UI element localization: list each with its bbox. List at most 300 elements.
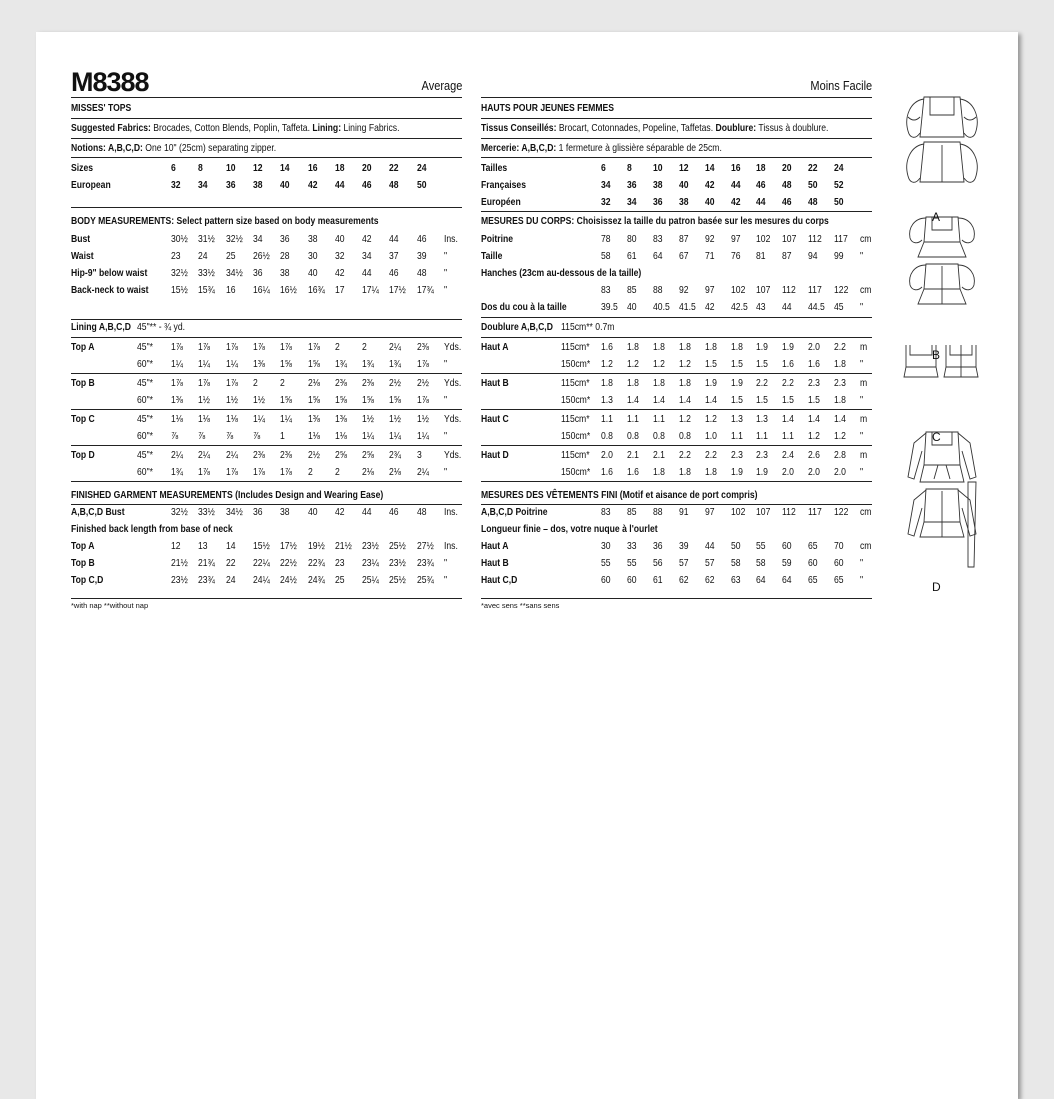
table-cell: 1⅛ <box>225 413 238 425</box>
view-a-illustration <box>907 97 977 182</box>
table-cell: 42 <box>334 506 345 518</box>
table-cell: 1.1 <box>782 430 795 442</box>
notions-fr: Mercerie: A,B,C,D: 1 fermeture à glissière séparable de 25cm. <box>481 142 722 154</box>
pattern-number: M8388 <box>71 67 149 97</box>
fabric-width: 150cm* <box>561 394 591 406</box>
table-cell: 34 <box>601 179 611 191</box>
table-cell: 1⅞ <box>198 341 211 353</box>
fabric-width: 45"* <box>137 341 153 353</box>
table-cell: 1.8 <box>704 341 717 353</box>
table-cell: 2 <box>362 341 367 353</box>
table-cell: 1.5 <box>782 394 795 406</box>
table-cell: 1.2 <box>704 413 717 425</box>
table-cell: 1⅞ <box>171 341 183 353</box>
view-b-label: B <box>932 348 941 362</box>
table-cell: 44 <box>362 267 372 279</box>
european-sizes-row <box>71 177 462 194</box>
table-cell: 2.3 <box>808 377 821 389</box>
table-cell: 50 <box>834 196 844 208</box>
unit: " <box>860 301 864 313</box>
table-cell: 1.1 <box>652 413 665 425</box>
table-cell: 64 <box>652 250 663 262</box>
unit: Yds. <box>444 413 462 425</box>
table-cell: 1⅝ <box>307 394 320 406</box>
rule <box>481 317 872 318</box>
table-cell: 46 <box>416 233 427 245</box>
unit: " <box>444 267 448 279</box>
table-cell: 1.2 <box>834 430 847 442</box>
rule <box>481 97 872 98</box>
table-cell: 1.5 <box>756 358 769 370</box>
body-measurement-row-fr <box>481 231 872 248</box>
table-cell: 16¼ <box>252 284 270 296</box>
table-cell: 112 <box>782 284 797 296</box>
row-label: Top A <box>71 341 95 353</box>
rule <box>481 481 872 482</box>
table-cell: 46 <box>782 196 792 208</box>
table-cell: 38 <box>678 196 689 208</box>
table-cell: 32 <box>171 179 181 191</box>
rule <box>71 481 462 482</box>
table-cell: 1.8 <box>601 377 613 389</box>
table-cell: 60 <box>782 540 792 552</box>
table-cell: 10 <box>225 162 236 174</box>
fabric-width: 60"* <box>137 358 153 370</box>
table-cell: 18 <box>334 162 345 174</box>
table-cell: 40 <box>626 301 637 313</box>
table-cell: 56 <box>652 557 663 569</box>
table-cell: 1.3 <box>730 413 743 425</box>
unit: " <box>860 250 864 262</box>
row-label: Tailles <box>481 162 508 174</box>
table-cell: 1.2 <box>626 358 639 370</box>
unit: m <box>860 341 868 353</box>
table-cell: 16¾ <box>307 284 325 296</box>
rule <box>481 373 872 374</box>
table-cell: 15¾ <box>198 284 216 296</box>
view-d-label: D <box>932 580 941 594</box>
unit: cm <box>860 284 872 296</box>
table-cell: 2⅜ <box>416 341 429 353</box>
table-cell: 76 <box>730 250 741 262</box>
row-label: Haut C,D <box>481 574 518 586</box>
table-cell: 81 <box>756 250 766 262</box>
table-cell: 32½ <box>171 267 188 279</box>
table-cell: 16 <box>730 162 741 174</box>
table-cell: 42 <box>704 301 715 313</box>
table-cell: 102 <box>730 506 745 518</box>
table-cell: 2⅝ <box>334 449 347 461</box>
table-cell: 41.5 <box>678 301 696 313</box>
table-cell: 17¼ <box>362 284 379 296</box>
fabric-width: 60"* <box>137 394 153 406</box>
fabric-width: 115cm* <box>561 413 590 425</box>
yardage-row <box>71 392 462 409</box>
table-cell: 1⅞ <box>280 341 293 353</box>
table-cell: 40 <box>704 196 715 208</box>
body-measurement-row <box>71 231 462 248</box>
unit: " <box>444 284 448 296</box>
table-cell: 2 <box>252 377 258 389</box>
table-cell: 2⅜ <box>334 377 347 389</box>
table-cell: 1.4 <box>678 394 691 406</box>
table-cell: 92 <box>704 233 715 245</box>
table-cell: 1.3 <box>756 413 769 425</box>
view-c-illustration <box>904 345 978 377</box>
table-cell: 25¼ <box>362 574 379 586</box>
table-cell: 62 <box>678 574 689 586</box>
table-cell: 107 <box>756 284 771 296</box>
table-cell: 17½ <box>280 540 297 552</box>
row-label: Taille <box>481 250 503 262</box>
table-cell: 42 <box>704 179 715 191</box>
yardage-row <box>71 428 462 445</box>
table-cell: 22 <box>389 162 399 174</box>
table-cell: 2.2 <box>782 377 795 389</box>
row-label: Waist <box>71 250 94 262</box>
fabric-width: 45"* <box>137 449 153 461</box>
table-cell: 1⅜ <box>252 358 265 370</box>
unit: " <box>860 430 864 442</box>
table-cell: 2.0 <box>834 466 847 478</box>
table-cell: 1.9 <box>730 466 743 478</box>
table-cell: 25½ <box>389 574 407 586</box>
table-cell: 67 <box>678 250 689 262</box>
table-cell: 21½ <box>171 557 188 569</box>
table-cell: 32½ <box>171 506 188 518</box>
rule <box>71 373 462 374</box>
table-cell: 117 <box>834 233 848 245</box>
view-a-label: A <box>932 210 941 224</box>
back-length-row <box>71 538 462 555</box>
table-cell: 8 <box>626 162 632 174</box>
unit: m <box>860 413 868 425</box>
table-cell: 18 <box>756 162 766 174</box>
table-cell: 46 <box>362 179 372 191</box>
finished-bust-row <box>71 504 462 521</box>
table-cell: 88 <box>652 506 663 518</box>
table-cell: 1¼ <box>225 358 238 370</box>
table-cell: 1.8 <box>652 466 665 478</box>
table-cell: 1.4 <box>704 394 717 406</box>
table-cell: 1¾ <box>171 466 183 478</box>
table-cell: 2¼ <box>171 449 183 461</box>
table-cell: 23 <box>334 557 345 569</box>
unit: " <box>444 358 448 370</box>
table-cell: 60 <box>808 557 818 569</box>
table-cell: 1.2 <box>601 358 613 370</box>
table-cell: 117 <box>808 284 822 296</box>
suggested-fabrics-fr: Tissus Conseillés: Brocart, Cotonnades, Popeline, Taffetas. Doublure: Tissus à doublure. <box>481 122 829 134</box>
table-cell: 15½ <box>171 284 188 296</box>
yardage-row-fr <box>481 411 872 428</box>
table-cell: ⅞ <box>198 430 206 442</box>
table-cell: 19½ <box>307 540 325 552</box>
unit: Ins. <box>444 506 458 518</box>
row-label: Haut C <box>481 413 509 425</box>
table-cell: 26½ <box>252 250 270 262</box>
table-cell: 20 <box>362 162 372 174</box>
table-cell: 24¾ <box>307 574 325 586</box>
table-cell: 17½ <box>389 284 407 296</box>
table-cell: 44 <box>334 179 345 191</box>
unit: Yds. <box>444 341 462 353</box>
table-cell: 97 <box>704 284 715 296</box>
table-cell: 2.0 <box>808 466 821 478</box>
rule <box>481 409 872 410</box>
view-c-label: C <box>932 430 941 444</box>
table-cell: 14 <box>704 162 715 174</box>
sizes-row-fr <box>481 160 872 177</box>
table-cell: 107 <box>756 506 771 518</box>
table-cell: 2¾ <box>389 449 402 461</box>
yardage-row-fr <box>481 356 872 373</box>
table-cell: 2¼ <box>416 466 429 478</box>
unit: " <box>860 466 864 478</box>
rule <box>71 157 462 158</box>
table-cell: 1⅝ <box>334 394 347 406</box>
table-cell: 1.6 <box>626 466 639 478</box>
unit: " <box>444 466 448 478</box>
table-cell: 91 <box>678 506 689 518</box>
table-cell: 40 <box>678 179 689 191</box>
row-label: Top A <box>71 540 95 552</box>
table-cell: 40.5 <box>652 301 670 313</box>
table-cell: 32 <box>334 250 345 262</box>
table-cell: 1⅛ <box>307 430 320 442</box>
table-cell: 48 <box>782 179 792 191</box>
table-cell: 1.9 <box>756 341 769 353</box>
table-cell: 2.0 <box>782 466 795 478</box>
table-cell: 1.0 <box>704 430 717 442</box>
table-cell: 1¼ <box>252 413 265 425</box>
rule <box>71 207 462 208</box>
table-cell: 0.8 <box>601 430 613 442</box>
table-cell: 1.6 <box>808 358 821 370</box>
table-cell: 99 <box>834 250 844 262</box>
table-cell: 22¾ <box>307 557 325 569</box>
fabric-width: 45"* <box>137 413 153 425</box>
row-label: Top C,D <box>71 574 104 586</box>
table-cell: 1.5 <box>730 394 743 406</box>
table-cell: 25½ <box>389 540 407 552</box>
table-cell: 64 <box>782 574 792 586</box>
table-cell: 1⅛ <box>198 413 211 425</box>
yardage-row <box>71 339 462 356</box>
fabric-width: 150cm* <box>561 466 591 478</box>
row-label: Top B <box>71 557 95 569</box>
table-cell: 61 <box>626 250 637 262</box>
table-cell: 0.8 <box>678 430 691 442</box>
table-cell: 94 <box>808 250 818 262</box>
table-cell: 40 <box>334 233 345 245</box>
table-cell: 1.1 <box>756 430 769 442</box>
table-cell: 55 <box>626 557 637 569</box>
finished-measurements-title: FINISHED GARMENT MEASUREMENTS (Includes Design and Wearing Ease) <box>71 489 384 501</box>
table-cell: 44 <box>704 540 715 552</box>
table-cell: 97 <box>730 233 741 245</box>
table-cell: 1.4 <box>834 413 847 425</box>
table-cell: 1.8 <box>704 466 717 478</box>
table-cell: 23¾ <box>198 574 216 586</box>
table-cell: 64 <box>756 574 766 586</box>
row-label: Dos du cou à la taille <box>481 301 567 313</box>
rule <box>481 211 872 212</box>
hips-label-fr: Hanches (23cm au-dessous de la taille) <box>481 267 642 279</box>
table-cell: 2.4 <box>782 449 795 461</box>
table-cell: 1.9 <box>756 466 769 478</box>
table-cell: 1.5 <box>808 394 821 406</box>
table-cell: 2.2 <box>678 449 691 461</box>
table-cell: 71 <box>704 250 715 262</box>
table-cell: 23½ <box>171 574 188 586</box>
table-cell: 33½ <box>198 506 216 518</box>
table-cell: 1.4 <box>626 394 639 406</box>
row-label: Top B <box>71 377 95 389</box>
table-cell: 1.8 <box>652 341 665 353</box>
table-cell: 59 <box>782 557 792 569</box>
table-cell: 55 <box>601 557 611 569</box>
table-cell: 44 <box>782 301 792 313</box>
fabric-width: 115cm* <box>561 341 590 353</box>
table-cell: 34½ <box>225 267 243 279</box>
table-cell: 60 <box>601 574 611 586</box>
table-cell: 1⅞ <box>198 466 211 478</box>
table-cell: 50 <box>730 540 741 552</box>
table-cell: 1¼ <box>416 430 429 442</box>
body-measurement-row-fr <box>481 248 872 265</box>
table-cell: 1⅝ <box>280 358 293 370</box>
row-label: Haut B <box>481 377 509 389</box>
table-cell: 46 <box>389 506 399 518</box>
unit: " <box>860 394 864 406</box>
table-cell: 12 <box>678 162 689 174</box>
table-cell: 2.8 <box>834 449 847 461</box>
rule <box>71 409 462 410</box>
table-cell: 1.5 <box>704 358 717 370</box>
table-cell: 34½ <box>225 506 243 518</box>
table-cell: 2⅜ <box>362 377 375 389</box>
table-cell: 65 <box>808 574 818 586</box>
back-length-row-fr <box>481 538 872 555</box>
table-cell: 1¼ <box>389 430 402 442</box>
table-cell: 23½ <box>362 540 379 552</box>
unit: Yds. <box>444 377 462 389</box>
table-cell: 2⅛ <box>307 377 320 389</box>
table-cell: 1.4 <box>782 413 795 425</box>
table-cell: 1⅜ <box>171 394 183 406</box>
table-cell: 42 <box>334 267 345 279</box>
row-label: Françaises <box>481 179 526 191</box>
table-cell: 2¼ <box>389 341 402 353</box>
row-label: Haut D <box>481 449 509 461</box>
table-cell: 1.1 <box>601 413 613 425</box>
back-length-row-fr <box>481 572 872 589</box>
table-cell: 44 <box>730 179 741 191</box>
table-cell: 83 <box>601 284 611 296</box>
table-cell: 40 <box>307 267 318 279</box>
view-d-illustration <box>908 432 976 567</box>
lining-row-fr: Doublure A,B,C,D 115cm** 0.7m <box>481 319 872 336</box>
table-cell: 1½ <box>416 413 429 425</box>
table-cell: 44 <box>389 233 399 245</box>
table-cell: 38 <box>652 179 663 191</box>
table-cell: 1.3 <box>601 394 613 406</box>
table-cell: 1.9 <box>730 377 743 389</box>
table-cell: 20 <box>782 162 792 174</box>
table-cell: 30 <box>601 540 611 552</box>
table-cell: 1.4 <box>808 413 821 425</box>
body-measurement-row-fr <box>481 299 872 316</box>
suggested-fabrics: Suggested Fabrics: Brocades, Cotton Blends, Poplin, Taffeta. Lining: Lining Fabrics. <box>71 122 400 134</box>
table-cell: 1⅞ <box>225 341 238 353</box>
row-label: Doublure A,B,C,D <box>481 321 553 333</box>
table-cell: 24 <box>834 162 844 174</box>
table-cell: 1.2 <box>652 358 665 370</box>
table-cell: 38 <box>307 233 318 245</box>
table-cell: 1.6 <box>782 358 795 370</box>
table-cell: 21½ <box>334 540 352 552</box>
table-cell: 42 <box>730 196 741 208</box>
table-cell: 1.9 <box>782 341 795 353</box>
table-cell: 2⅝ <box>362 449 375 461</box>
table-cell: 1.8 <box>834 394 847 406</box>
table-cell: 1.6 <box>601 341 613 353</box>
table-cell: 1.2 <box>678 358 691 370</box>
table-cell: 1.8 <box>834 358 847 370</box>
table-cell: 16 <box>225 284 236 296</box>
table-cell: 34 <box>198 179 208 191</box>
table-cell: 23¾ <box>416 557 434 569</box>
fabric-width: 115cm* <box>561 377 590 389</box>
yardage-row-fr <box>481 375 872 392</box>
yardage-row <box>71 411 462 428</box>
unit: m <box>860 449 868 461</box>
table-cell: 25¾ <box>416 574 434 586</box>
french-sizes-row <box>481 177 872 194</box>
pattern-envelope-back <box>36 32 1018 1099</box>
table-cell: 42 <box>307 179 318 191</box>
table-cell: 2 <box>334 341 340 353</box>
table-cell: 2.3 <box>730 449 743 461</box>
table-cell: 1⅞ <box>307 341 320 353</box>
row-label: Hip-9" below waist <box>71 267 148 279</box>
table-cell: 36 <box>652 196 663 208</box>
table-cell: 1¾ <box>362 358 375 370</box>
table-cell: 38 <box>280 506 290 518</box>
unit: " <box>444 250 448 262</box>
table-cell: 17 <box>334 284 345 296</box>
table-cell: 24½ <box>280 574 297 586</box>
table-cell: 2.3 <box>834 377 847 389</box>
table-cell: 1.9 <box>704 377 717 389</box>
table-cell: 39 <box>678 540 689 552</box>
table-cell: 2½ <box>389 377 402 389</box>
table-cell: 33½ <box>198 267 216 279</box>
table-cell: 2.2 <box>834 341 847 353</box>
yardage-row-fr <box>481 339 872 356</box>
table-cell: 1.6 <box>601 466 613 478</box>
table-cell: 1.2 <box>678 413 691 425</box>
table-cell: 36 <box>652 540 663 552</box>
table-cell: 1⅝ <box>280 394 293 406</box>
body-measurement-row <box>71 265 462 282</box>
table-cell: 6 <box>601 162 606 174</box>
table-cell: 45 <box>834 301 844 313</box>
table-cell: 50 <box>416 179 427 191</box>
finished-measurements-title-fr: MESURES DES VÊTEMENTS FINI (Motif et aisance de port compris) <box>481 489 758 501</box>
table-cell: 15½ <box>252 540 270 552</box>
